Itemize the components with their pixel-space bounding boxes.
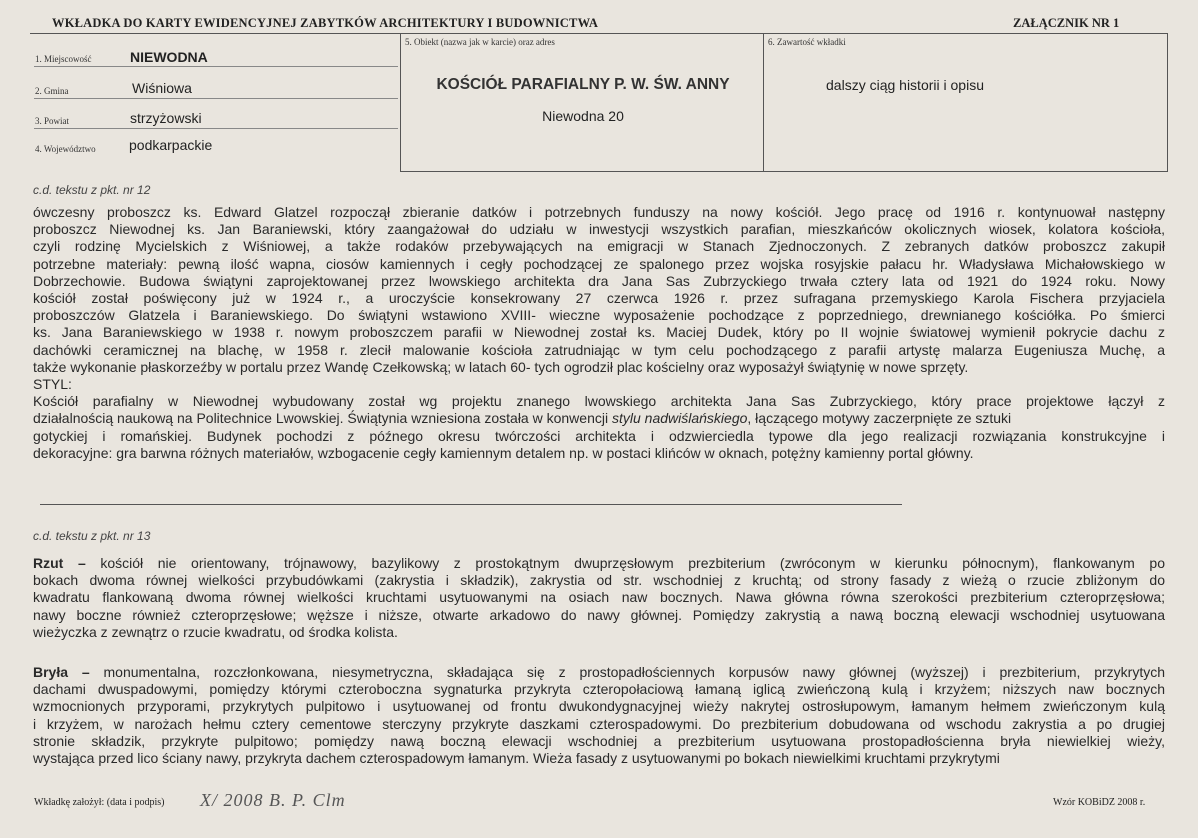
text-line: bokach dwoma równej wielkości przybudówkami (zakrystia i składzik), zakrystia od str. wschodniej z kruchtą; od strony fasady z wieżą o rzucie zbliżonym do xyxy=(33,572,1165,589)
form-header-bottom-border xyxy=(400,171,1168,172)
text-line: potrzebne materiały: pewną ilość wapna, ciosów kamiennych i cegły pochodzącej ze spalonego przez wojska rosyjskie pałacu hr. Władysława Michałowskiego w xyxy=(33,255,1165,272)
text-fragment: działalnością naukową na Politechnice Lwowskiej. Świątynia wzniesiona została w konwencji xyxy=(33,410,609,427)
text-line: kwadratu flankowaną dwoma równej wielkości kruchtami usytuowanymi na osiach naw bocznych. Nawa główna równa szerokości prezbiterium czteroprzęsłowa; xyxy=(33,589,1165,606)
text-line: ówczesny proboszcz ks. Edward Glatzel rozpoczął zbieranie datków i potrzebnych funduszy na nowy kościół. Jego pracę od 1916 r. kontynuował następny xyxy=(33,204,1165,220)
gmina-label: 2. Gmina xyxy=(35,86,69,96)
miejscowosc-label: 1. Miejscowość xyxy=(35,54,92,64)
form-divider-1 xyxy=(400,33,401,172)
section13-label: c.d. tekstu z pkt. nr 13 xyxy=(33,529,151,543)
annex-number: ZAŁĄCZNIK NR 1 xyxy=(1013,16,1120,30)
text-line: wystająca przed lico ściany nawy, przykryta dachem czterospadowym łamanym. Wieża fasady z usytuowanymi po bokach niewielkimi kruchtami przykrytymi xyxy=(33,750,1000,767)
handwritten-signature: X/ 2008 B. P. Clm xyxy=(200,790,346,810)
form-top-border xyxy=(30,33,1168,34)
miejscowosc-underline xyxy=(34,66,398,67)
wojewodztwo-label: 4. Województwo xyxy=(35,144,96,154)
text-line: proboszczów Glatzela i Baraniewskiego. Do świątyni wstawiono XVIII- wieczne wyposażenie pochodzące z poprzedniego, drewnianego kościółka. Po śmierci xyxy=(33,307,1165,324)
contents-label: 6. Zawartość wkładki xyxy=(768,37,846,47)
text-line: dekoracyjne: gra barwna różnych materiałów, wzbogacenie cegły kamiennym detalem np. w postaci klińców w oknach, potężny kamienny portal główny. xyxy=(33,444,974,461)
form-divider-2 xyxy=(763,33,764,172)
text-line: wzmocnionych przyporami, przykrytych pulpitowo i usytuowanej od frontu dwukondygnacyjnej wieży nakrytej ostrosłupowym, łamanym hełmem zwieńczonym kulą xyxy=(33,698,1165,715)
style-heading: STYL: xyxy=(33,376,72,393)
text-line: dachami dwuspadowymi, pomiędzy którymi czteroboczna sygnaturka przykryta czteropołaciową łamaną iglicą zwieńczoną kulą i krzyżem; niższych naw bocznych xyxy=(33,681,1165,698)
text-line: gotyckiej i romańskiej. Budynek pochodzi z późnego okresu twórczości architekta i odzwierciedla typowe dla jego realizacji rozwiązania konstrukcyjne i xyxy=(33,427,1165,444)
gmina-value: Wiśniowa xyxy=(132,80,192,96)
section-separator xyxy=(40,504,902,505)
text-line xyxy=(33,555,1165,572)
text-line xyxy=(33,410,1165,427)
object-name: KOŚCIÓŁ PARAFIALNY P. W. ŚW. ANNY xyxy=(436,76,730,93)
powiat-value: strzyżowski xyxy=(130,110,202,126)
style-name: stylu nadwiślańskiego xyxy=(611,410,748,427)
created-by-label: Wkładkę założył: (data i podpis) xyxy=(34,797,165,808)
form-right-border xyxy=(1167,33,1168,172)
object-label: 5. Obiekt (nazwa jak w karcie) oraz adres xyxy=(405,37,555,47)
text-line: nawy boczne również czteroprzęsłowe; węższe i niższe, otwarte arkadowo do nawy głównej. Pomiędzy zakrystią a nawą boczną elewacji wschodniej usytuowana xyxy=(33,606,1165,623)
wojewodztwo-value: podkarpackie xyxy=(129,137,213,153)
rzut-term: Rzut – xyxy=(33,555,86,571)
text-line: proboszcz Niewodnej ks. Jan Baraniewski, który zaangażował do udziału w inwestycji wszystkich parafian, mieszkańców okolicznych wiosek, kolatora kościoła, xyxy=(33,221,1165,238)
powiat-underline xyxy=(34,128,398,129)
text-line: wieżyczka z zewnątrz o rzucie kwadratu, od środka kolista. xyxy=(33,623,398,640)
text-line: dachówki ceramicznej na blachę, w 1958 r. zlecił malowanie kościoła zatrudniając w tym celu pochodzącego z parafii artystę malarza Eugeniusza Muchę, a xyxy=(33,341,1165,358)
text-line: ks. Jana Baraniewskiego w 1938 r. nowym proboszczem parafii w Niewodnej został ks. Maciej Dudek, który po II wojnie światowej wymienił pokrycie dachu z xyxy=(33,324,1165,341)
form-title: WKŁADKA DO KARTY EWIDENCYJNEJ ZABYTKÓW ARCHITEKTURY I BUDOWNICTWA xyxy=(52,16,599,30)
text-line: Dobrzechowie. Budowa świątyni zaprojektowanej przez lwowskiego architekta dra Jana Sas Zubrzyckiego trwała cztery lata od 1921 do 1924 roku. Nowy xyxy=(33,272,1165,289)
object-address: Niewodna 20 xyxy=(542,108,624,124)
rzut-paragraph xyxy=(33,555,1165,641)
text-line xyxy=(33,664,1165,681)
text-fragment: monumentalna, rozczłonkowana, niesymetryczna, składająca się z prostopadłościennych korpusów nawy głównej (wyższej) i prezbiterium, przykrytych xyxy=(89,664,1165,680)
bryla-term: Bryła – xyxy=(33,664,90,680)
text-line: czyli rodzinę Mycielskich z Wiśniowej, a także rodaków przebywających na emigracji w Stanach Zjednoczonych. Z zebranych datków proboszcz zakupił xyxy=(33,238,1165,255)
text-line: także wykonanie płaskorzeźby w portalu przez Wandę Czełkowską; w latach 60- tych ogrodził plac kościelny oraz wyposażył świątynię w nowe sprzęty. xyxy=(33,358,969,375)
powiat-label: 3. Powiat xyxy=(35,116,70,126)
contents-value: dalszy ciąg historii i opisu xyxy=(826,77,984,93)
text-line: i krzyżem, w narożach hełmu cztery cementowe sterczyny przykryte daszkami czterospadowymi. Do prezbiterium dobudowana od wschodu zakrystia a po drugiej xyxy=(33,715,1165,732)
miejscowosc-value: NIEWODNA xyxy=(130,49,208,65)
bryla-paragraph xyxy=(33,664,1165,767)
form-model: Wzór KOBiDZ 2008 r. xyxy=(1053,797,1146,808)
text-fragment: kościół nie orientowany, trójnawowy, bazylikowy z prostokątnym dwuprzęsłowym prezbiterium (zwróconym w kierunku północnym), flankowanym po xyxy=(85,555,1166,571)
gmina-underline xyxy=(34,98,398,99)
text-line: stronie składzik, przykryte pulpitowo; pomiędzy nawą boczną elewacji wschodniej a prezbiterium usytuowana prostopadłościenna bryła niewielkiej wieży, xyxy=(33,732,1165,749)
section12-history-text xyxy=(33,204,1165,462)
text-line: Kościół parafialny w Niewodnej wybudowany został wg projektu znanego lwowskiego architekta Jana Sas Zubrzyckiego, który prace projektowe łączył z xyxy=(33,393,1165,410)
text-fragment: , łączącego motywy zaczerpnięte ze sztuki xyxy=(747,410,1012,427)
section12-label: c.d. tekstu z pkt. nr 12 xyxy=(33,183,151,197)
text-line: kościół został poświęcony już w 1924 r., a uroczyście konsekrowany 27 czerwca 1926 r. przez sufragana przemyskiego Karola Fischera przyjaciela xyxy=(33,290,1165,307)
